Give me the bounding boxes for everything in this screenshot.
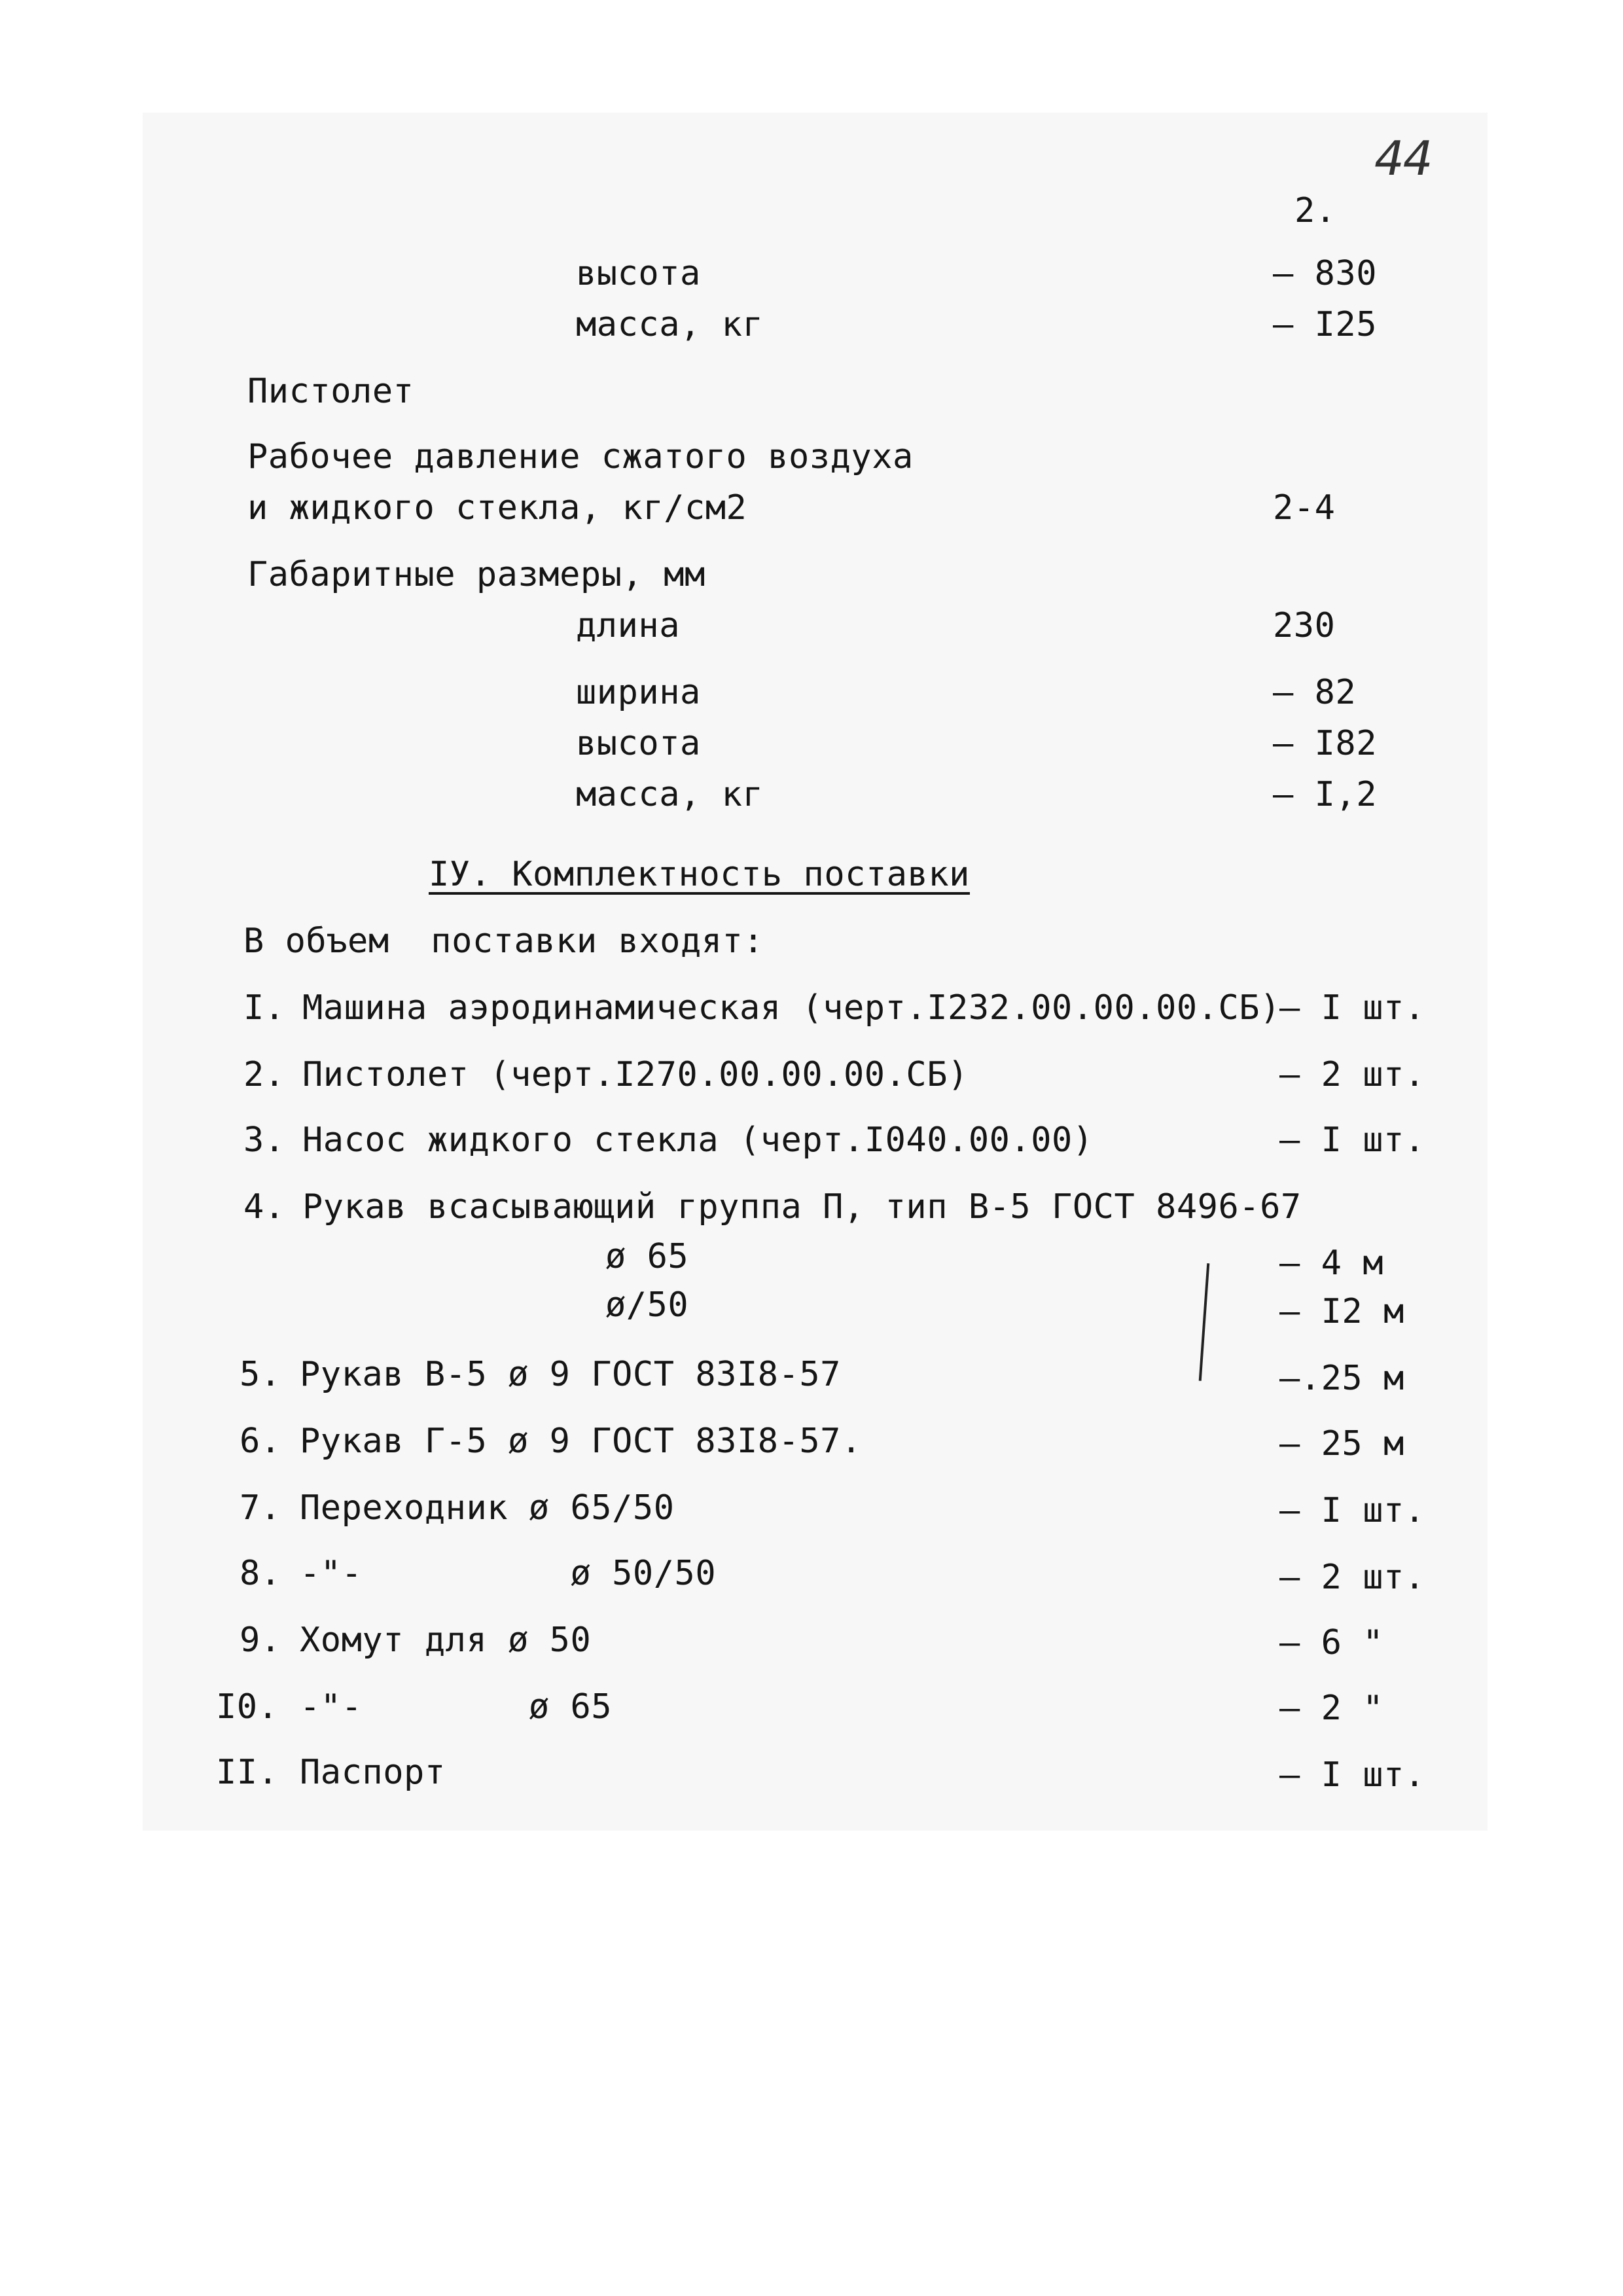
item-3-quantity: – I шт. <box>1279 1121 1425 1160</box>
dim-label-height: высота <box>576 724 701 763</box>
top-dim-label-height: высота <box>576 254 701 293</box>
item-2-text: Пистолет (черт.I270.00.00.00.СБ) <box>302 1055 969 1094</box>
top-dim-value-mass: – I25 <box>1273 305 1378 344</box>
item-10-number: I0. <box>216 1687 279 1727</box>
item-2-number: 2. <box>243 1055 285 1094</box>
item-5-number: 5. <box>240 1355 281 1394</box>
item-4-number: 4. <box>243 1187 285 1227</box>
handwritten-page-note: 44 <box>1374 131 1432 186</box>
section-title: IУ. Комплектность поставки <box>429 855 970 894</box>
top-dim-value-height: – 830 <box>1273 254 1378 293</box>
item-11-text: Паспорт <box>300 1753 446 1792</box>
item-4-text: Рукав всасывающий группа П, тип В-5 ГОСТ 8496-67 <box>302 1187 1302 1227</box>
item-7-quantity: – I шт. <box>1279 1491 1425 1530</box>
dim-label-width: ширина <box>576 673 701 712</box>
item-9-text: Хомут для ø 50 <box>300 1621 592 1660</box>
dims-heading: Габаритные размеры, мм <box>247 555 705 594</box>
dim-value-height: – I82 <box>1273 724 1378 763</box>
item-7-text: Переходник ø 65/50 <box>300 1488 675 1528</box>
item-9-number: 9. <box>240 1621 281 1660</box>
pressure-line-2: и жидкого стекла, кг/см2 <box>247 488 747 528</box>
item-1-quantity: – I шт. <box>1279 988 1425 1028</box>
pressure-line-1: Рабочее давление сжатого воздуха <box>247 437 914 476</box>
item-8-text: -"- ø 50/50 <box>300 1554 717 1593</box>
item-6-text: Рукав Г-5 ø 9 ГОСТ 83I8-57. <box>300 1422 862 1461</box>
item-5-text: Рукав В-5 ø 9 ГОСТ 83I8-57 <box>300 1355 841 1394</box>
item-4b-quantity: – I2 м <box>1279 1292 1404 1331</box>
item-4a-quantity: – 4 м <box>1279 1244 1384 1283</box>
item-3-text: Насос жидкого стекла (черт.I040.00.00) <box>302 1121 1094 1160</box>
item-10-text: -"- ø 65 <box>300 1687 613 1727</box>
item-4b-text: ø/50 <box>605 1285 689 1325</box>
item-5-quantity: –.25 м <box>1279 1359 1404 1398</box>
item-4a-text: ø 65 <box>605 1237 689 1276</box>
dim-label-mass: масса, кг <box>576 775 764 814</box>
item-6-number: 6. <box>240 1422 281 1461</box>
top-dim-label-mass: масса, кг <box>576 305 764 344</box>
section-intro: В объем поставки входят: <box>243 922 764 961</box>
item-8-number: 8. <box>240 1554 281 1593</box>
page-number: 2. <box>1294 191 1336 230</box>
item-11-quantity: – I шт. <box>1279 1755 1425 1795</box>
item-2-quantity: – 2 шт. <box>1279 1055 1425 1094</box>
item-9-quantity: – 6 " <box>1279 1623 1384 1662</box>
item-7-number: 7. <box>240 1488 281 1528</box>
dim-value-mass: – I,2 <box>1273 775 1378 814</box>
pressure-value: 2-4 <box>1273 488 1336 528</box>
dim-label-length: длина <box>576 606 681 645</box>
item-10-quantity: – 2 " <box>1279 1689 1384 1728</box>
dim-value-length: 230 <box>1273 606 1336 645</box>
item-11-number: II. <box>216 1753 279 1792</box>
dim-value-width: – 82 <box>1273 673 1357 712</box>
item-1-text: Машина аэродинамическая (черт.I232.00.00.00.СБ) <box>302 988 1281 1028</box>
item-8-quantity: – 2 шт. <box>1279 1558 1425 1597</box>
pistol-heading: Пистолет <box>247 372 414 411</box>
item-3-number: 3. <box>243 1121 285 1160</box>
item-6-quantity: – 25 м <box>1279 1424 1404 1463</box>
item-1-number: I. <box>243 988 285 1028</box>
